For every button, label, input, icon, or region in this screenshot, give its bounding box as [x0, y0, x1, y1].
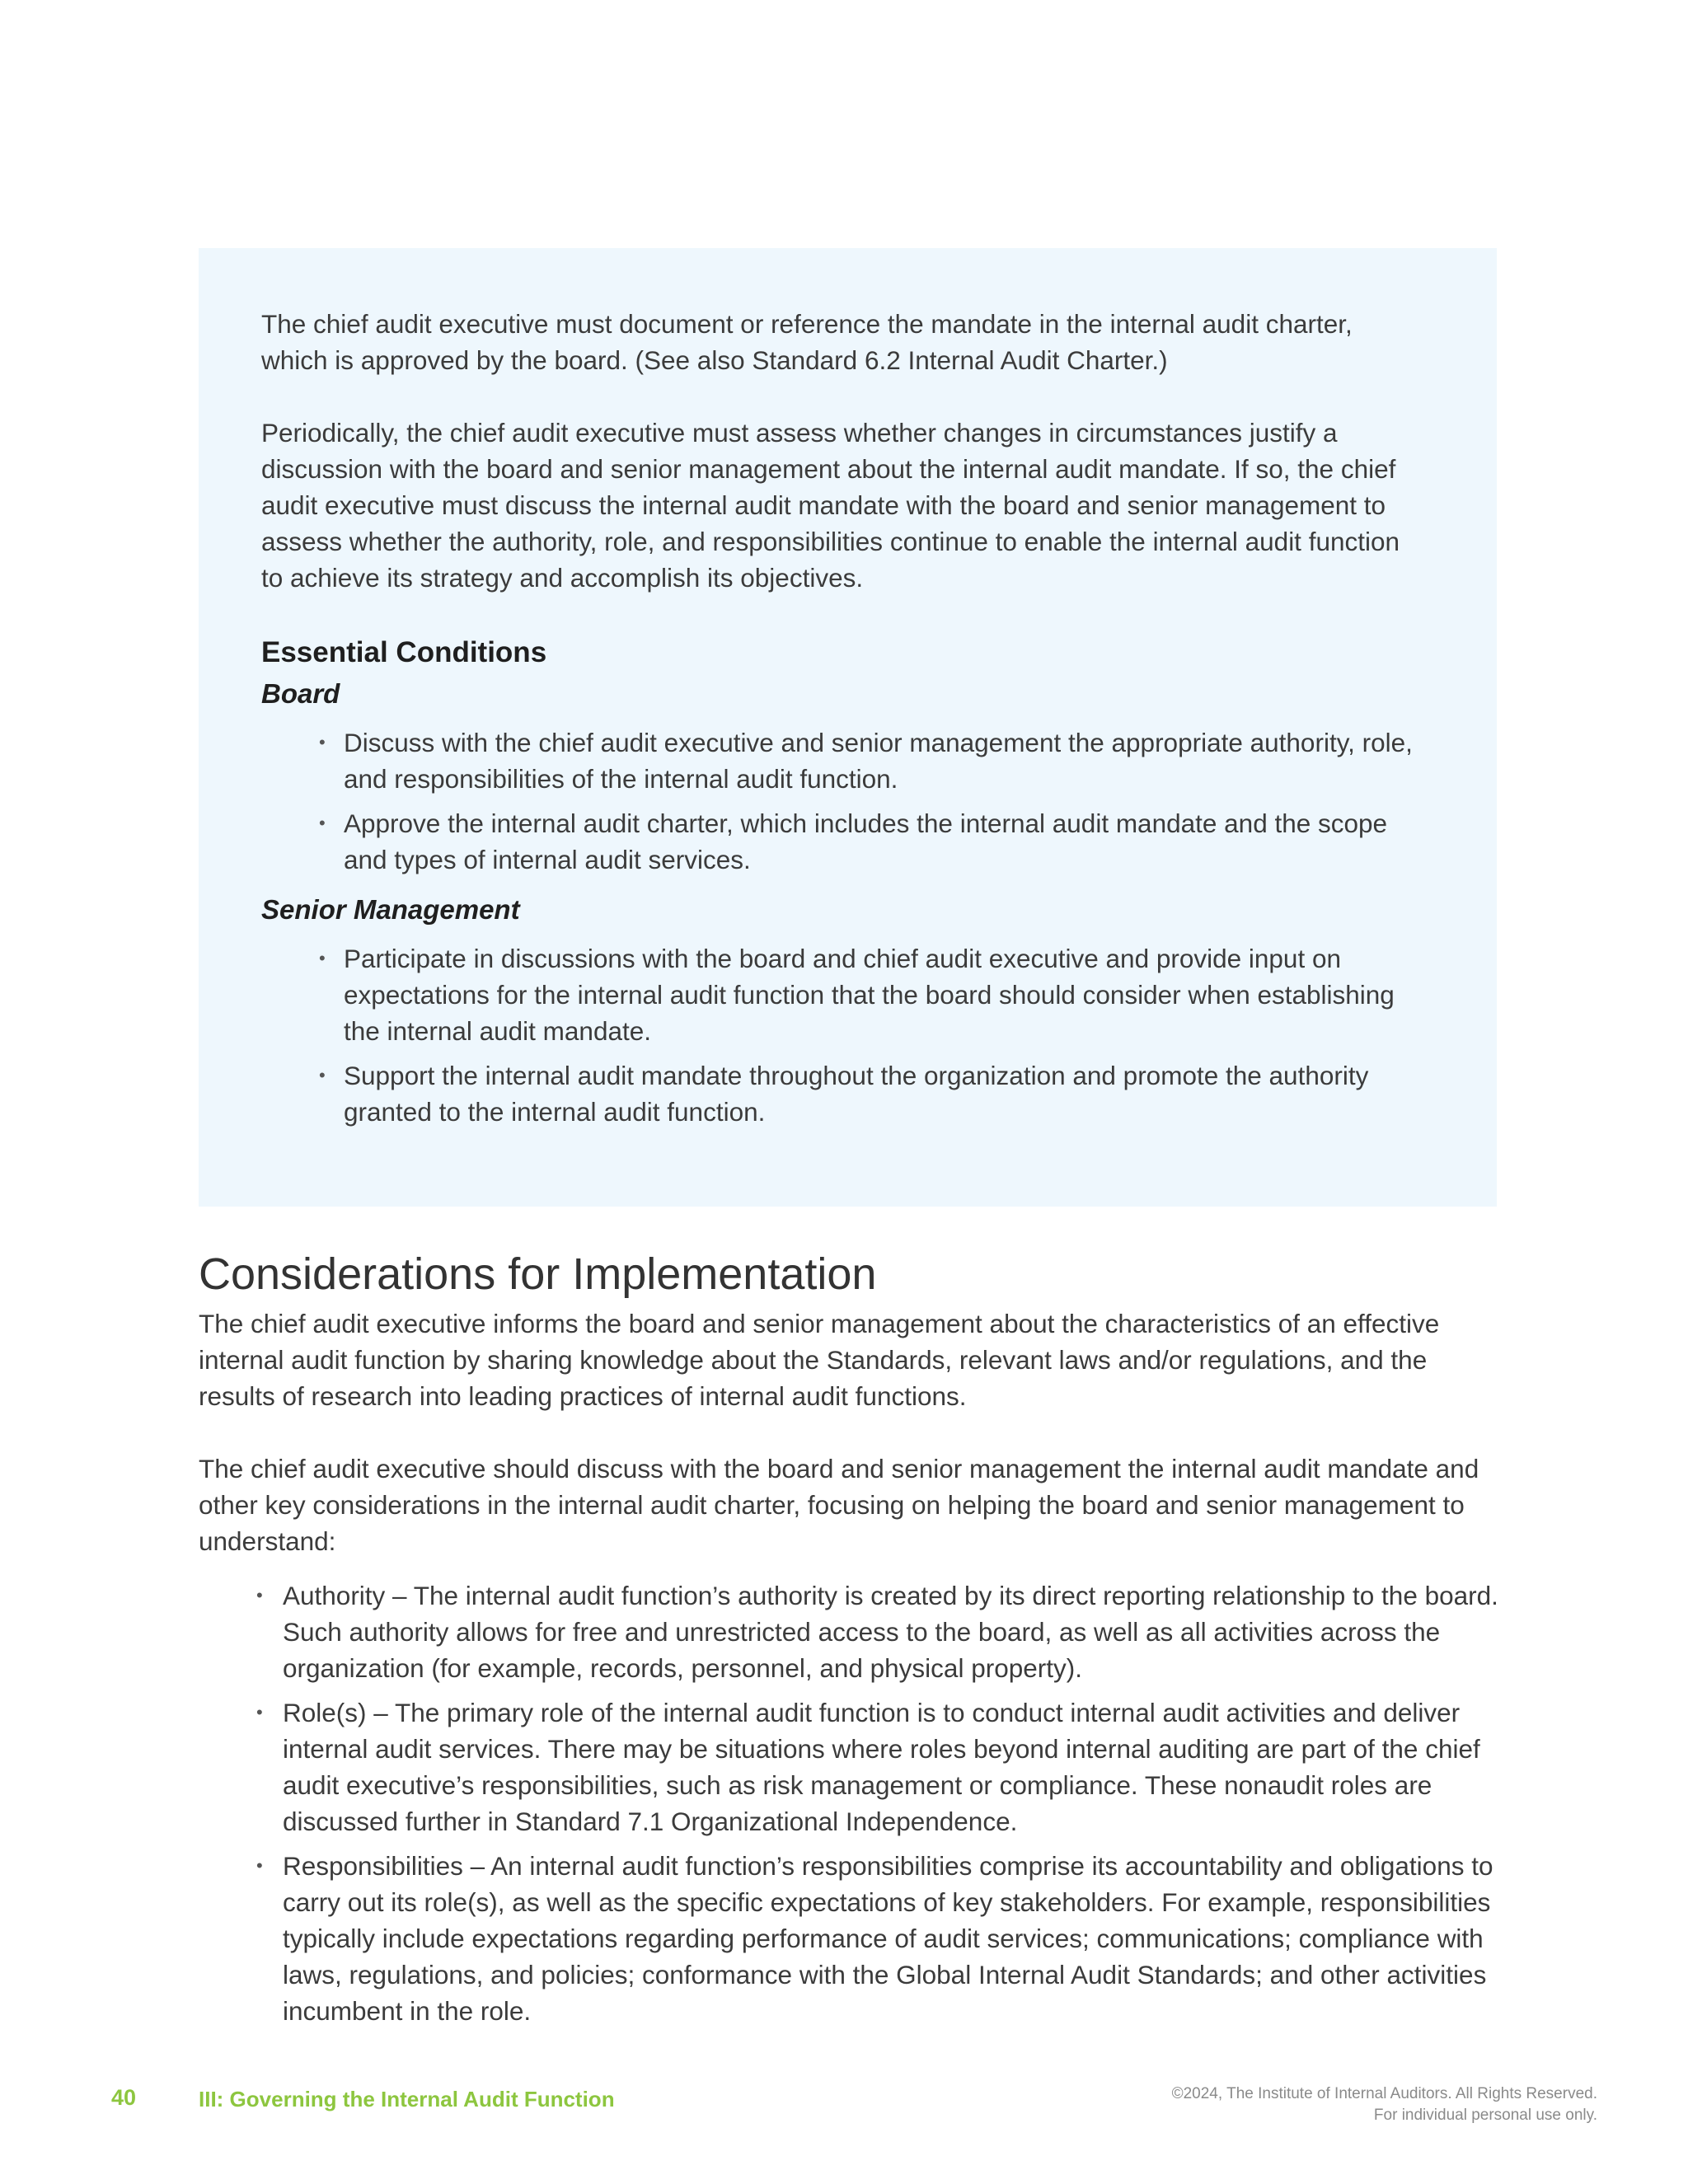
- bullet-icon: •: [256, 1702, 263, 1722]
- board-subheading: Board: [261, 678, 340, 709]
- callout-paragraph: The chief audit executive must document or reference the mandate in the internal audit charter, which is approved by the board. (See also Standard 6.2 Internal Audit Charter.): [261, 309, 1353, 375]
- considerations-section: [199, 1243, 1509, 2037]
- copyright-text: ©2024, The Institute of Internal Auditors. All Rights Reserved.: [1171, 2085, 1597, 2102]
- bullet-icon: •: [256, 1855, 263, 1876]
- page-number: 40: [111, 2085, 137, 2110]
- list-item-text: Participate in discussions with the board and chief audit executive and provide input on expectations for the internal audit function that the board should consider when establishing the internal audit mandate.: [344, 944, 1395, 1046]
- essential-conditions-heading: Essential Conditions: [261, 636, 547, 668]
- list-item-text: Discuss with the chief audit executive and senior management the appropriate authority, role, and responsibilities of the internal audit function.: [344, 728, 1413, 794]
- section-heading: Considerations for Implementation: [199, 1249, 877, 1299]
- list-item-text: Authority – The internal audit function’s authority is created by its direct reporting relationship to the board. Such authority allows for free and unrestricted access to the board, as well as all activities across the organization (for example, records, personnel, and physical property).: [283, 1581, 1498, 1683]
- list-item-text: Approve the internal audit charter, which includes the internal audit mandate and the scope and types of internal audit services.: [344, 808, 1388, 874]
- body-paragraph: The chief audit executive should discuss with the board and senior management the internal audit mandate and other key considerations in the internal audit charter, focusing on helping the board and senior management to understand:: [199, 1454, 1479, 1556]
- bullet-icon: •: [319, 732, 326, 752]
- list-item-text: Role(s) – The primary role of the internal audit function is to conduct internal audit activities and deliver internal audit services. There may be situations where roles beyond internal auditing are part of the chief audit executive’s responsibilities, such as risk management or compliance. These nonaudit roles are discussed further in Standard 7.1 Organizational Independence.: [283, 1698, 1480, 1836]
- bullet-icon: •: [319, 948, 326, 968]
- list-item: [261, 940, 1424, 1049]
- footer-section-title: III: Governing the Internal Audit Function: [199, 2087, 615, 2111]
- callout-paragraph: Periodically, the chief audit executive must assess whether changes in circumstances justify a discussion with the board and senior management about the internal audit mandate. If so, the chief audit executive must discuss the internal audit mandate with the board and senior management to assess whether the authority, role, and responsibilities continue to enable the internal audit function to achieve its strategy and accomplish its objectives.: [261, 418, 1400, 593]
- bullet-icon: •: [256, 1585, 263, 1605]
- bullet-icon: •: [319, 813, 326, 833]
- bullet-icon: •: [319, 1065, 326, 1085]
- list-item: [199, 1694, 1509, 1840]
- footer-copyright: [1172, 2083, 1597, 2126]
- list-item: [261, 724, 1424, 797]
- standard-callout-box: [199, 248, 1497, 1207]
- senior-management-subheading: Senior Management: [261, 894, 520, 925]
- list-item: [261, 1057, 1424, 1130]
- usage-text: For individual personal use only.: [1373, 2107, 1597, 2124]
- list-item: [199, 1848, 1509, 2029]
- list-item-text: Responsibilities – An internal audit function’s responsibilities comprise its accountability and obligations to carry out its role(s), as well as the specific expectations of key stakeholders. For example, responsibilities typically include expectations regarding performance of audit services; communications; compliance with laws, regulations, and policies; conformance with the Global Internal Audit Standards; and other activities incumbent in the role.: [283, 1851, 1493, 2026]
- considerations-list: [199, 1577, 1509, 2029]
- list-item: [199, 1577, 1509, 1686]
- list-item: [261, 805, 1424, 878]
- board-list: [261, 724, 1424, 878]
- senior-management-list: [261, 940, 1424, 1130]
- body-paragraph: The chief audit executive informs the board and senior management about the characteristics of an effective internal audit function by sharing knowledge about the Standards, relevant laws and/or regulations, and the results of research into leading practices of internal audit functions.: [199, 1309, 1440, 1411]
- list-item-text: Support the internal audit mandate throughout the organization and promote the authority granted to the internal audit function.: [344, 1061, 1369, 1127]
